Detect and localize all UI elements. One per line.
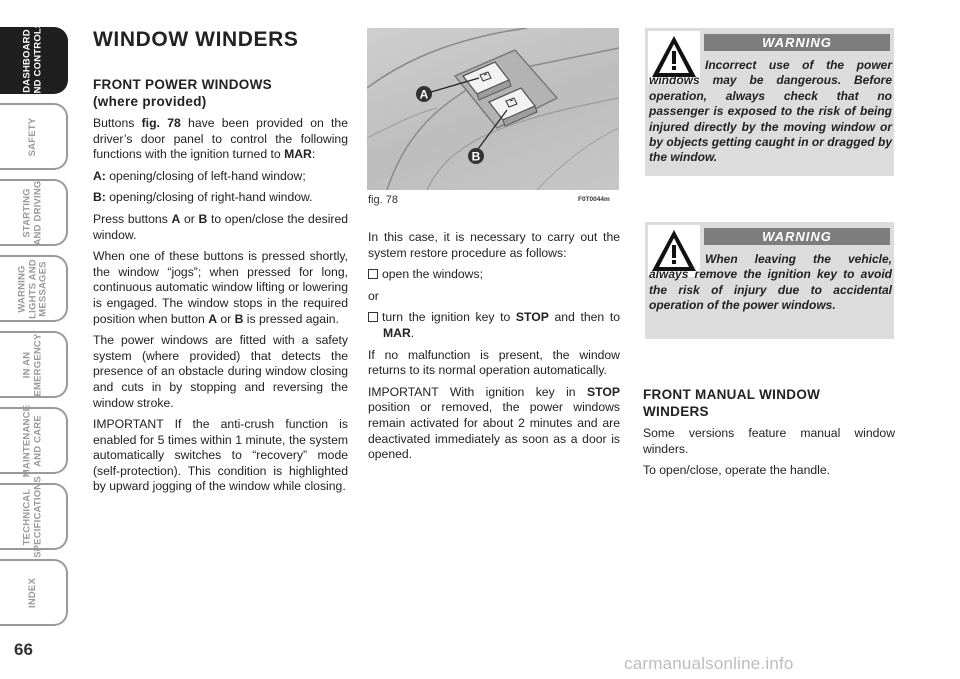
list-item: turn the ignition key to STOP and then to MAR. <box>368 310 620 341</box>
figure-code: F0T0044m <box>578 196 610 203</box>
checkbox-bullet-icon <box>368 269 378 279</box>
paragraph: When one of these buttons is pressed shortly, the window “jogs”; when pressed for long, continuous automatic window lifting or lowering is engaged. The window stops in the required position when button A or B is pressed again. <box>93 249 348 326</box>
column-front-power <box>93 28 348 501</box>
paragraph: The power windows are fitted with a safety system (where provided) that detects the presence of an obstacle during window closing and cuts in by stopping and reversing the window stroke. <box>93 333 348 410</box>
paragraph-b: B: opening/closing of right-hand window. <box>93 190 313 205</box>
tab-maintenance-and-care[interactable] <box>0 404 68 477</box>
tab-starting-and-driving[interactable] <box>0 179 68 246</box>
checkbox-bullet-icon <box>368 312 378 322</box>
page-title: WINDOW WINDERS <box>93 28 299 51</box>
tab-dashboard-and-controls[interactable] <box>0 21 68 100</box>
figure-reference[interactable]: fig. 78 <box>141 116 181 130</box>
tab-label: MAINTENANCE AND CARE <box>21 404 43 477</box>
callout-a-label: A <box>419 87 429 102</box>
paragraph-important: IMPORTANT With ignition key in STOP position or removed, the power windows remain activated for about 2 minutes and are deactivated immediately as soon as a door is opened. <box>368 384 620 462</box>
column-manual-winders <box>643 386 895 485</box>
paragraph: Some versions feature manual window winders. <box>643 426 895 456</box>
warning-text: When leaving the vehicle, always remove the ignition key to avoid the risk of injury due to accidental operation of the power windows. <box>649 252 892 313</box>
figure-caption: fig. 78 <box>368 194 398 206</box>
warning-label: WARNING <box>704 34 890 51</box>
door-panel-illustration <box>367 28 619 190</box>
watermark: carmanualsonline.info <box>624 654 794 673</box>
warning-label: WARNING <box>704 228 890 245</box>
paragraph-important: IMPORTANT If the anti-crush function is enabled for 5 times within 1 minute, the system automatically switches to “recovery” mode (self-protection). This condition is highlighted by upward jogging of the window while closing. <box>93 417 348 494</box>
figure-window-buttons <box>367 28 619 190</box>
paragraph: In this case, it is necessary to carry out the system restore procedure as follows: <box>368 230 620 260</box>
tab-warning-lights[interactable] <box>0 255 68 322</box>
page-number: 66 <box>14 640 33 659</box>
tab-index[interactable] <box>0 559 68 626</box>
section-heading-manual: FRONT MANUAL WINDOW WINDERS <box>643 387 821 419</box>
tab-label: INDEX <box>26 577 38 608</box>
tab-label: TECHNICAL SPECIFICATIONS <box>21 475 43 558</box>
tab-label: STARTING AND DRIVING <box>21 179 43 246</box>
paragraph: To open/close, operate the handle. <box>643 463 831 478</box>
tab-in-an-emergency[interactable] <box>0 331 68 398</box>
paragraph: Press buttons A or B to open/close the desired window. <box>93 211 349 242</box>
paragraph: Buttons fig. 78 have been provided on the driver’s door panel to control the following functions with the ignition turned to MAR: <box>93 116 348 162</box>
warning-box-1 <box>645 28 894 176</box>
tab-label: DASHBOARD AND CONTROLS <box>21 21 43 100</box>
warning-text: Incorrect use of the power windows may be dangerous. Before operation, always check that no passenger is exposed to the risk of being injured directly by the moving window or by objects getting caught in or dragged by the window. <box>649 58 892 165</box>
tab-safety[interactable] <box>0 103 68 170</box>
callout-b-label: B <box>471 149 481 164</box>
paragraph: If no malfunction is present, the window returns to its normal operation automatically. <box>368 347 620 378</box>
tab-label: WARNING LIGHTS AND MESSAGES <box>16 258 49 319</box>
paragraph-a: A: opening/closing of left-hand window; <box>93 168 306 183</box>
paragraph-or: or <box>368 288 379 303</box>
section-tabs <box>0 21 78 635</box>
column-restore <box>368 230 620 469</box>
tab-technical-specifications[interactable] <box>0 475 68 558</box>
list-item: open the windows; <box>368 267 620 283</box>
tab-label: IN AN EMERGENCY <box>21 332 43 397</box>
section-heading-front-power: FRONT POWER WINDOWS (where provided) <box>93 77 272 109</box>
tab-label: SAFETY <box>26 117 38 156</box>
warning-box-2 <box>645 222 894 339</box>
